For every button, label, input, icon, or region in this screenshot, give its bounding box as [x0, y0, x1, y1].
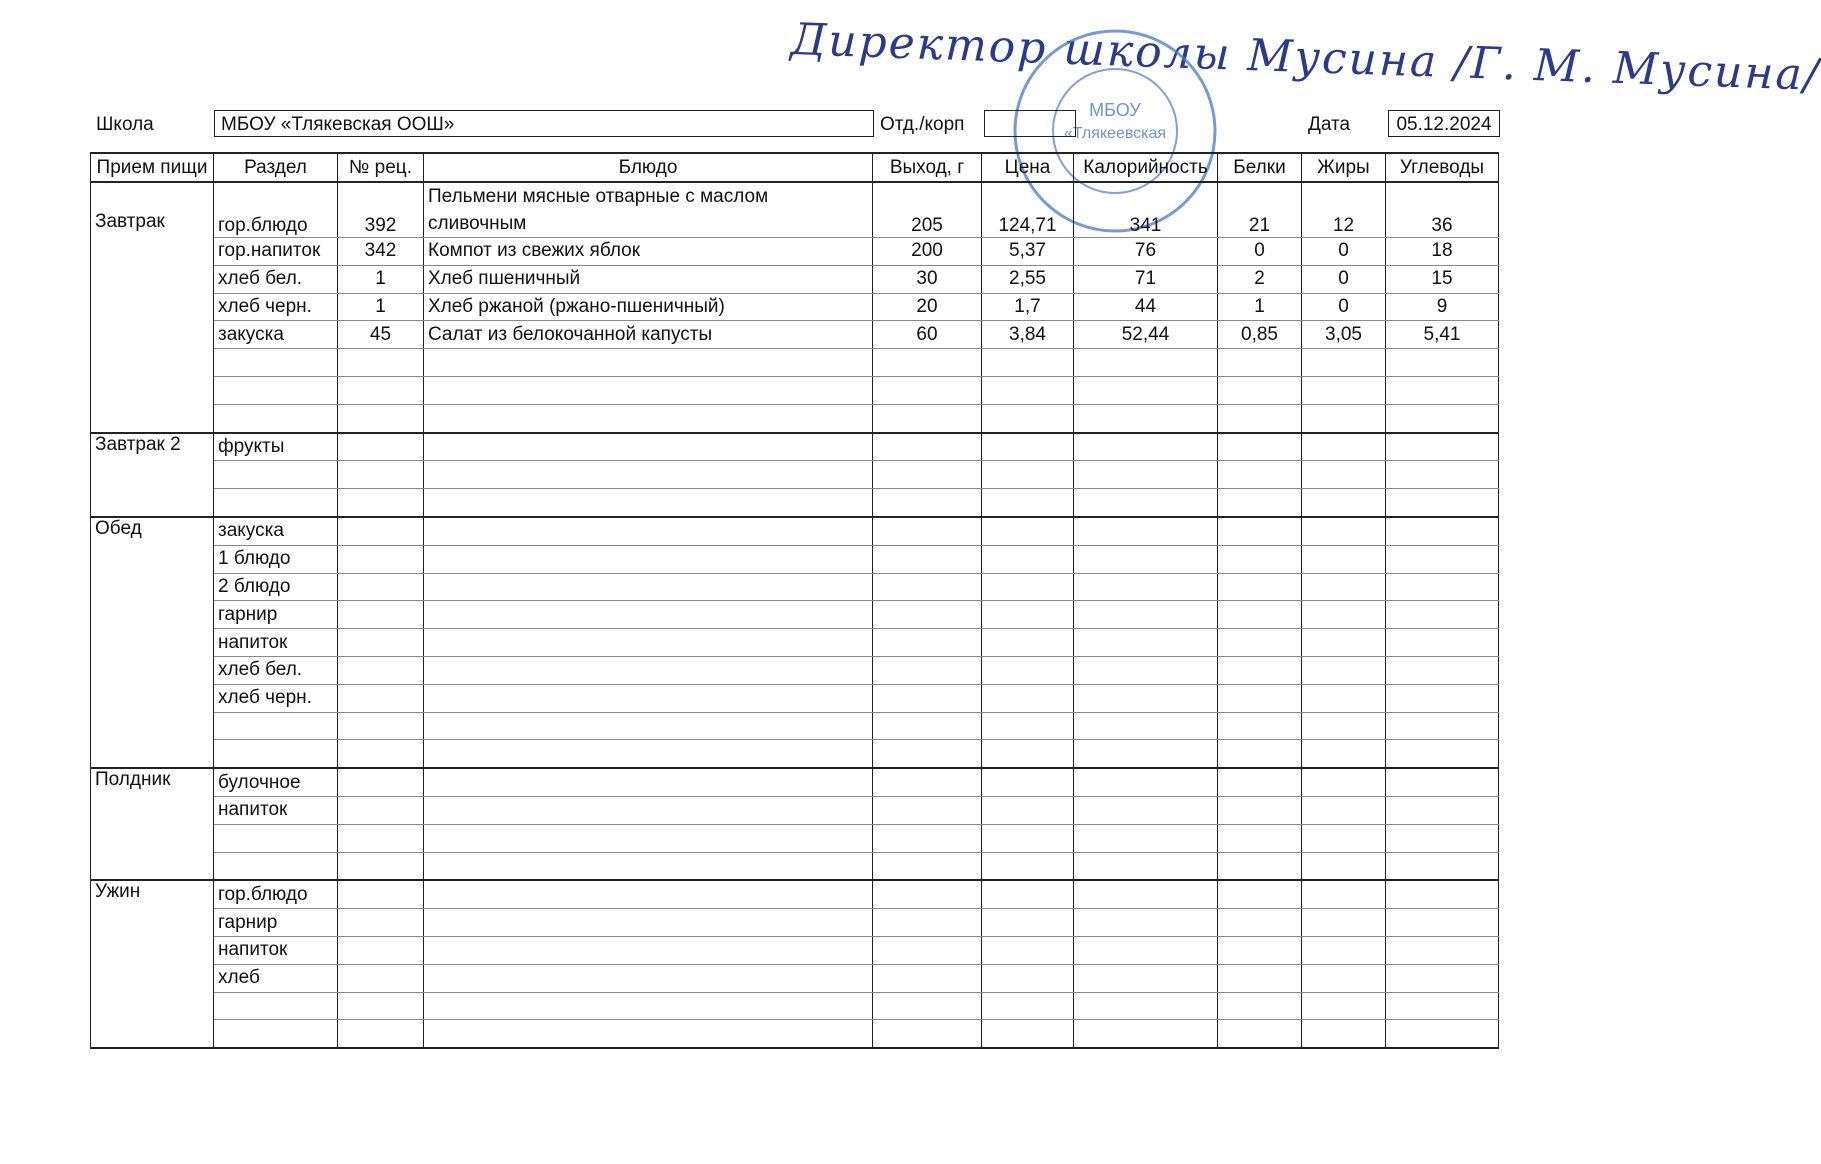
recipe-cell: 392 — [338, 182, 424, 238]
kcal-cell: 44 — [1074, 293, 1218, 321]
table-row — [91, 684, 1499, 712]
col-carbs: Углеводы — [1386, 153, 1499, 182]
table-row-empty — [91, 992, 1499, 1020]
table-row — [91, 182, 1499, 238]
date-label: Дата — [1308, 114, 1351, 135]
dept-field[interactable] — [984, 110, 1076, 137]
carbs-cell: 5,41 — [1386, 321, 1499, 349]
table-row — [91, 936, 1499, 964]
col-section: Раздел — [214, 153, 338, 182]
recipe-cell: 342 — [338, 238, 424, 266]
carbs-cell: 36 — [1386, 182, 1499, 238]
table-row-empty — [91, 712, 1499, 740]
table-row — [91, 964, 1499, 992]
section-cell: фрукты — [214, 433, 338, 461]
carbs-cell: 15 — [1386, 265, 1499, 293]
yield-cell: 30 — [873, 265, 982, 293]
col-yield: Выход, г — [873, 153, 982, 182]
dept-label: Отд./корп — [880, 114, 965, 135]
signature-text: Директор школы Мусина /Г. М. Мусина/ — [789, 14, 1821, 101]
dish-cell: Компот из свежих яблок — [424, 238, 873, 266]
price-cell: 2,55 — [982, 265, 1074, 293]
recipe-cell: 1 — [338, 265, 424, 293]
meal-snack: Полдник — [91, 768, 214, 880]
col-fat: Жиры — [1302, 153, 1386, 182]
section-cell: хлеб бел. — [214, 265, 338, 293]
price-cell: 3,84 — [982, 321, 1074, 349]
table-row-empty — [91, 1020, 1499, 1048]
table-row-empty — [91, 740, 1499, 768]
section-cell: гор.блюдо — [214, 880, 338, 908]
school-label: Школа — [96, 114, 154, 135]
meal-breakfast2: Завтрак 2 — [91, 433, 214, 517]
yield-cell: 20 — [873, 293, 982, 321]
col-protein: Белки — [1218, 153, 1302, 182]
section-cell: гор.напиток — [214, 238, 338, 266]
date-field[interactable]: 05.12.2024 — [1388, 110, 1500, 137]
protein-cell: 0,85 — [1218, 321, 1302, 349]
stamp-line1: МБОУ — [1089, 100, 1141, 120]
price-cell: 1,7 — [982, 293, 1074, 321]
table-row — [91, 433, 1499, 461]
col-dish: Блюдо — [424, 153, 873, 182]
section-cell: хлеб черн. — [214, 293, 338, 321]
table-row — [91, 909, 1499, 937]
price-cell: 5,37 — [982, 238, 1074, 266]
price-cell: 124,71 — [982, 182, 1074, 238]
meal-dinner: Ужин — [91, 880, 214, 1048]
table-row-empty — [91, 376, 1499, 404]
section-cell: 2 блюдо — [214, 573, 338, 601]
table-row — [91, 768, 1499, 796]
table-row — [91, 265, 1499, 293]
table-row — [91, 321, 1499, 349]
kcal-cell: 76 — [1074, 238, 1218, 266]
director-signature — [789, 14, 1821, 112]
section-cell: гарнир — [214, 601, 338, 629]
fat-cell: 3,05 — [1302, 321, 1386, 349]
school-field[interactable]: МБОУ «Тлякевская ООШ» — [214, 110, 874, 137]
fat-cell: 0 — [1302, 293, 1386, 321]
protein-cell: 2 — [1218, 265, 1302, 293]
table-row-empty — [91, 404, 1499, 432]
protein-cell: 0 — [1218, 238, 1302, 266]
meal-lunch: Обед — [91, 517, 214, 768]
table-row — [91, 517, 1499, 545]
table-row-empty — [91, 349, 1499, 377]
dish-cell: Хлеб пшеничный — [424, 265, 873, 293]
section-cell: напиток — [214, 936, 338, 964]
yield-cell: 200 — [873, 238, 982, 266]
table-row — [91, 545, 1499, 573]
table-row — [91, 629, 1499, 657]
yield-cell: 205 — [873, 182, 982, 238]
section-cell: булочное — [214, 768, 338, 796]
col-kcal: Калорийность — [1074, 153, 1218, 182]
recipe-cell: 45 — [338, 321, 424, 349]
section-cell: закуска — [214, 517, 338, 545]
table-row — [91, 293, 1499, 321]
recipe-cell: 1 — [338, 293, 424, 321]
kcal-cell: 71 — [1074, 265, 1218, 293]
table-row-empty — [91, 461, 1499, 489]
table-row-empty — [91, 852, 1499, 880]
table-row-empty — [91, 489, 1499, 517]
section-cell: напиток — [214, 629, 338, 657]
section-cell: гор.блюдо — [214, 182, 338, 238]
kcal-cell: 52,44 — [1074, 321, 1218, 349]
section-cell: 1 блюдо — [214, 545, 338, 573]
col-price: Цена — [982, 153, 1074, 182]
section-cell: закуска — [214, 321, 338, 349]
table-row — [91, 656, 1499, 684]
meal-breakfast: Завтрак — [91, 182, 214, 433]
protein-cell: 21 — [1218, 182, 1302, 238]
dish-cell: Пельмени мясные отварные с маслом сливочным — [424, 182, 873, 238]
col-recipe: № рец. — [338, 153, 424, 182]
section-cell: гарнир — [214, 909, 338, 937]
kcal-cell: 341 — [1074, 182, 1218, 238]
table-row — [91, 601, 1499, 629]
protein-cell: 1 — [1218, 293, 1302, 321]
section-cell: хлеб — [214, 964, 338, 992]
dish-cell: Салат из белокочанной капусты — [424, 321, 873, 349]
fat-cell: 12 — [1302, 182, 1386, 238]
menu-table — [90, 152, 1499, 1049]
stamp-line2: «Тлякеевская — [1063, 125, 1167, 142]
yield-cell: 60 — [873, 321, 982, 349]
table-row — [91, 880, 1499, 908]
col-meal: Прием пищи — [91, 153, 214, 182]
carbs-cell: 18 — [1386, 238, 1499, 266]
section-cell: напиток — [214, 796, 338, 824]
fat-cell: 0 — [1302, 238, 1386, 266]
table-row — [91, 573, 1499, 601]
header-row — [91, 153, 1499, 182]
section-cell: хлеб бел. — [214, 656, 338, 684]
table-row-empty — [91, 824, 1499, 852]
dish-cell: Хлеб ржаной (ржано-пшеничный) — [424, 293, 873, 321]
section-cell: хлеб черн. — [214, 684, 338, 712]
table-row — [91, 238, 1499, 266]
carbs-cell: 9 — [1386, 293, 1499, 321]
fat-cell: 0 — [1302, 265, 1386, 293]
table-row — [91, 796, 1499, 824]
